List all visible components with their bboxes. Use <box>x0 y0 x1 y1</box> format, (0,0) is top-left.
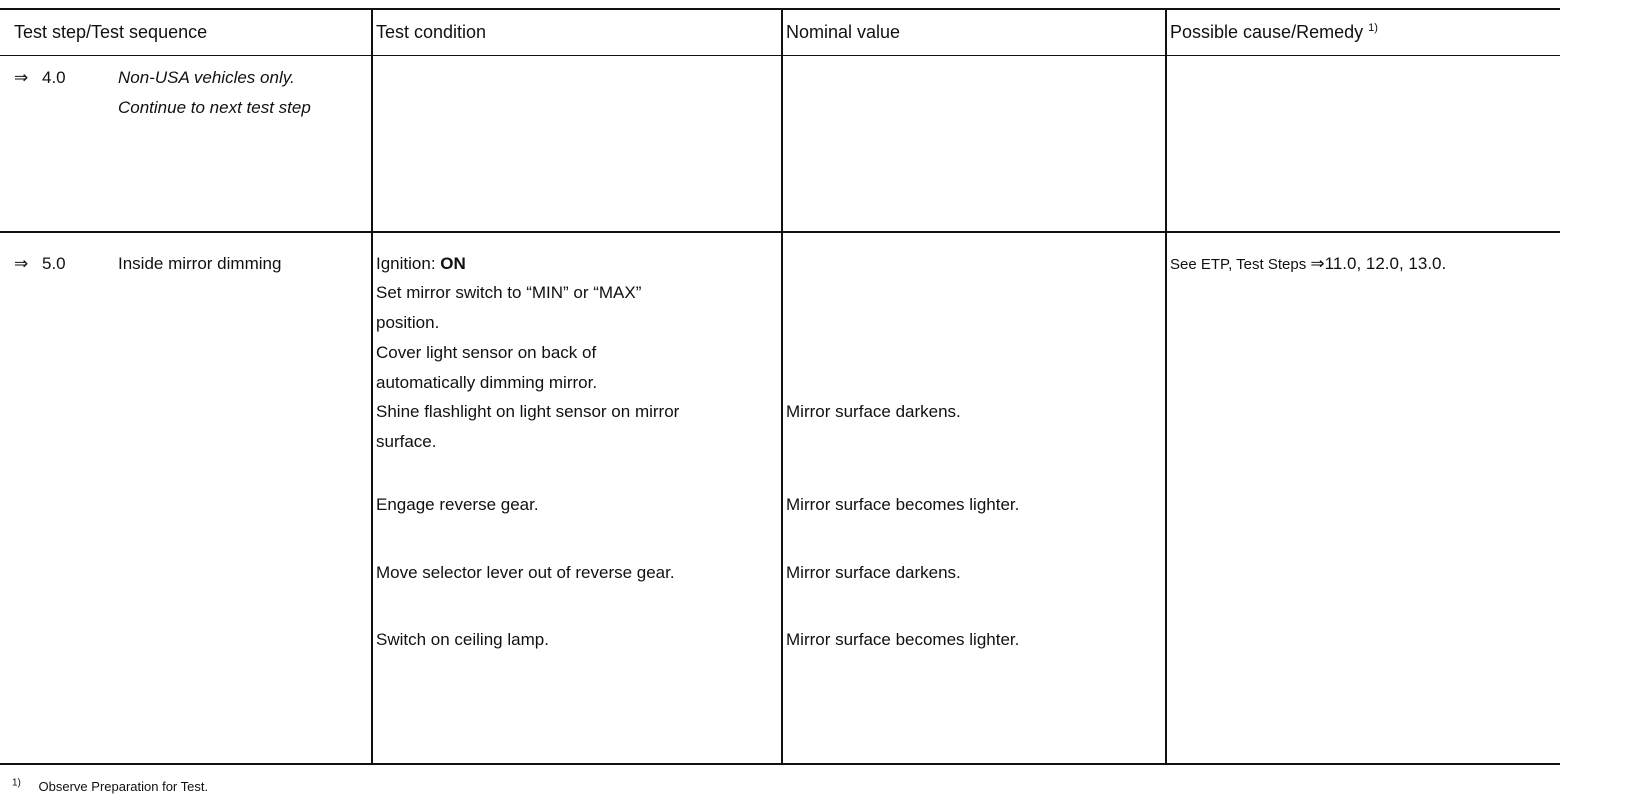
ignition-label: Ignition: <box>376 254 441 273</box>
condition-line-9: Switch on ceiling lamp. <box>376 630 549 649</box>
table-bottom-rule <box>0 763 1560 765</box>
column-divider-1 <box>371 8 373 765</box>
condition-line-5: Shine flashlight on light sensor on mirror <box>376 402 680 421</box>
header-test-condition: Test condition <box>376 22 487 42</box>
header-possible-cause-label: Possible cause/Remedy <box>1170 22 1364 42</box>
step-4-sequence-line-1: Non-USA vehicles only. <box>118 68 295 87</box>
nominal-value-1: Mirror surface darkens. <box>786 402 961 421</box>
condition-line-1: Set mirror switch to “MIN” or “MAX” <box>376 283 642 302</box>
remedy-arrow: ⇒ <box>1310 254 1325 273</box>
header-test-step: Test step/Test sequence <box>14 22 208 42</box>
header-nominal-value: Nominal value <box>786 22 901 42</box>
remedy-prefix: See ETP, Test Steps <box>1170 256 1311 273</box>
condition-line-8: Move selector lever out of reverse gear. <box>376 563 675 582</box>
step-4-sequence-line-2: Continue to next test step <box>118 98 311 117</box>
header-bottom-rule <box>0 55 1560 56</box>
nominal-value-2: Mirror surface becomes lighter. <box>786 495 1020 514</box>
condition-line-7: Engage reverse gear. <box>376 495 539 514</box>
step-arrow-4: ⇒ <box>14 68 29 87</box>
condition-line-4: automatically dimming mirror. <box>376 373 598 392</box>
footnote-text: Observe Preparation for Test. <box>38 779 209 794</box>
condition-line-6: surface. <box>376 432 437 451</box>
step-number-5: 5.0 <box>42 254 66 273</box>
nominal-value-4: Mirror surface becomes lighter. <box>786 630 1020 649</box>
step-number-4: 4.0 <box>42 68 66 87</box>
ignition-value: ON <box>440 254 466 273</box>
header-possible-cause <box>1170 22 1378 42</box>
condition-line-2: position. <box>376 313 440 332</box>
row-divider-rule <box>0 231 1560 233</box>
column-divider-2 <box>781 8 783 765</box>
condition-line-3: Cover light sensor on back of <box>376 343 597 362</box>
footnote-marker: 1) <box>12 777 21 789</box>
remedy-text <box>1170 254 1446 275</box>
nominal-value-3: Mirror surface darkens. <box>786 563 961 582</box>
step-arrow-5: ⇒ <box>14 254 29 273</box>
remedy-steps: 11.0, 12.0, 13.0. <box>1324 254 1447 273</box>
step-5-sequence: Inside mirror dimming <box>118 254 282 273</box>
footnote <box>12 777 208 797</box>
table-top-rule <box>0 8 1560 10</box>
condition-ignition <box>376 254 466 274</box>
header-footnote-ref: 1) <box>1368 22 1378 34</box>
column-divider-3 <box>1165 8 1167 765</box>
